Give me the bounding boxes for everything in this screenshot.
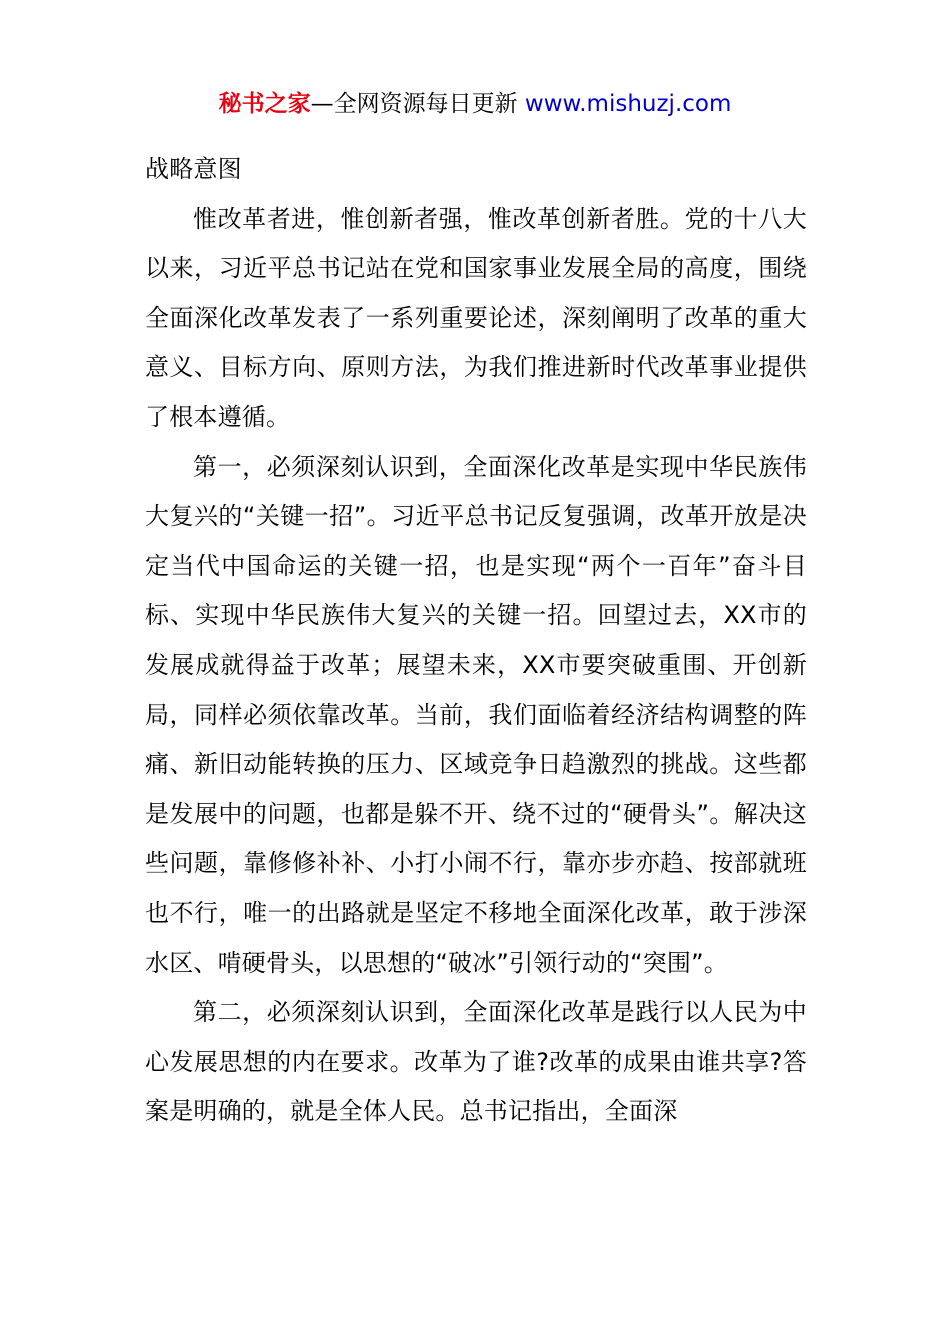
brand-name: 秘书之家 (218, 91, 311, 117)
paragraph-intro: 惟改革者进，惟创新者强，惟改革创新者胜。党的十八大以来，习近平总书记站在党和国家事业发展全局的高度，围绕全面深化改革发表了一系列重要论述，深刻阐明了改革的重大意义、目标方向、原则方法，为我们推进新时代改革事业提供了根本遵循。 (145, 204, 807, 431)
document-body (145, 145, 807, 1137)
header-tagline: —全网资源每日更新 (310, 91, 525, 117)
site-link[interactable]: www.mishuzj.com (524, 91, 732, 117)
page-header (0, 86, 950, 122)
paragraph-first-point: 第一，必须深刻认识到，全面深化改革是实现中华民族伟大复兴的“关键一招”。习近平总书记反复强调，改革开放是决定当代中国命运的关键一招，也是实现“两个一百年”奋斗目标、实现中华民族伟大复兴的关键一招。回望过去，XX市的发展成就得益于改革；展望未来，XX市要突破重围、开创新局，同样必须依靠改革。当前，我们面临着经济结构调整的阵痛、新旧动能转换的压力、区域竞争日趋激烈的挑战。这些都是发展中的问题，也都是躲不开、绕不过的“硬骨头”。解决这些问题，靠修修补补、小打小闹不行，靠亦步亦趋、按部就班也不行，唯一的出路就是坚定不移地全面深化改革，敢于涉深水区、啃硬骨头，以思想的“破冰”引领行动的“突围”。 (145, 452, 807, 977)
paragraph-second-point: 第二，必须深刻认识到，全面深化改革是践行以人民为中心发展思想的内在要求。改革为了谁?改革的成果由谁共享?答案是明确的，就是全体人民。总书记指出，全面深 (145, 998, 807, 1126)
lead-fragment: 战略意图 (145, 155, 242, 183)
